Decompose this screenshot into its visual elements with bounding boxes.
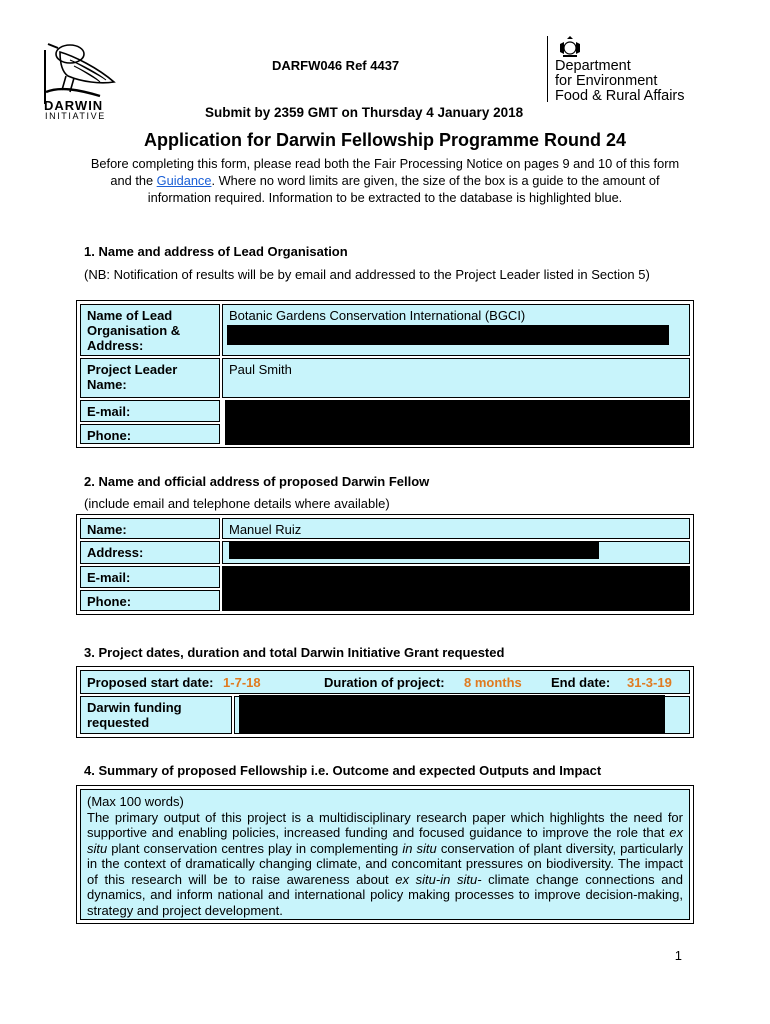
section-1-title: 1. Name and address of Lead Organisation <box>84 244 348 259</box>
summary-text: The primary output of this project is a multidisciplinary research paper which highlights the need for supportive and enabling policies, increased funding and focused guidance to improve the role that ex situ plant conservation centres play in complementing in situ conservation of plant diversity, particularly in the context of dramatically changing climate, and concomitant pressures on biodiversity. The impact of this research will be to raise awareness about ex situ-in situ- climate change connections and dynamics, and inform national and international policy making processes to improve decision-making, strategy and project development. <box>87 809 684 918</box>
project-dates-table <box>76 666 694 738</box>
logo-word-darwin: DARWIN <box>44 98 104 113</box>
org-value: Botanic Gardens Conservation International (BGCI) <box>229 308 526 323</box>
summary-max-words: (Max 100 words) <box>87 794 184 809</box>
start-date-value[interactable]: 1-7-18 <box>223 675 261 690</box>
defra-line-2: for Environment <box>555 73 658 89</box>
page-title: Application for Darwin Fellowship Programme Round 24 <box>143 130 627 150</box>
org-phone-label: Phone: <box>80 424 220 444</box>
section-4-title: 4. Summary of proposed Fellowship i.e. Outcome and expected Outputs and Impact <box>84 763 602 778</box>
funding-label: Darwin funding requested <box>80 696 232 734</box>
intro-text-2: . Where no word limits are given, the size of the box is a guide to the amount of information required. Information to be extracted to the database is highlighted blue. <box>147 173 660 205</box>
fellow-name-label: Name: <box>80 518 220 539</box>
redacted-contact <box>225 400 690 445</box>
fellow-phone-label: Phone: <box>80 590 220 611</box>
section-1-note: (NB: Notification of results will be by email and addressed to the Project Leader listed in Section 5) <box>84 267 650 282</box>
reference-number: DARFW046 Ref 4437 <box>272 58 400 73</box>
fellow-name-field[interactable] <box>222 518 690 539</box>
redacted-fellow-contact <box>222 566 690 611</box>
submission-deadline: Submit by 2359 GMT on Thursday 4 January 2018 <box>205 105 524 120</box>
end-date-label: End date: <box>551 675 611 690</box>
intro-text-1: Before completing this form, please read both the Fair Processing Notice on pages 9 and 10 of this form and the <box>90 156 680 188</box>
fellow-name-value: Manuel Ruiz <box>229 522 302 537</box>
section-2-title: 2. Name and official address of proposed Darwin Fellow <box>84 474 430 489</box>
darwin-initiative-logo <box>40 32 120 124</box>
redacted-funding <box>239 695 665 733</box>
fellow-address-label: Address: <box>80 541 220 564</box>
start-date-label: Proposed start date: <box>87 675 214 690</box>
fellow-email-label: E-mail: <box>80 566 220 588</box>
defra-line-1: Department <box>555 58 631 74</box>
defra-divider <box>547 36 548 102</box>
lead-organisation-table <box>76 300 694 448</box>
redacted-fellow-address <box>229 542 599 559</box>
defra-name <box>555 59 685 104</box>
page-number: 1 <box>674 948 682 963</box>
fellow-table <box>76 514 694 615</box>
leader-label: Project Leader Name: <box>80 358 220 398</box>
redacted-address <box>227 325 669 345</box>
duration-label: Duration of project: <box>324 675 445 690</box>
royal-crest-icon <box>557 36 583 58</box>
section-2-note: (include email and telephone details where available) <box>84 496 390 511</box>
intro-paragraph <box>82 155 688 206</box>
end-date-value[interactable]: 31-3-19 <box>627 675 672 690</box>
guidance-link[interactable]: Guidance <box>156 173 212 188</box>
logo-word-initiative: INITIATIVE <box>45 111 106 121</box>
leader-value: Paul Smith <box>229 362 292 377</box>
org-label: Name of Lead Organisation & Address: <box>80 304 220 356</box>
org-email-label: E-mail: <box>80 400 220 422</box>
duration-value[interactable]: 8 months <box>464 675 522 690</box>
defra-line-3: Food & Rural Affairs <box>555 88 685 104</box>
dates-row <box>80 670 690 694</box>
leader-field[interactable] <box>222 358 690 398</box>
summary-field[interactable] <box>80 789 690 920</box>
summary-table <box>76 785 694 924</box>
section-3-title: 3. Project dates, duration and total Darwin Initiative Grant requested <box>84 645 505 660</box>
